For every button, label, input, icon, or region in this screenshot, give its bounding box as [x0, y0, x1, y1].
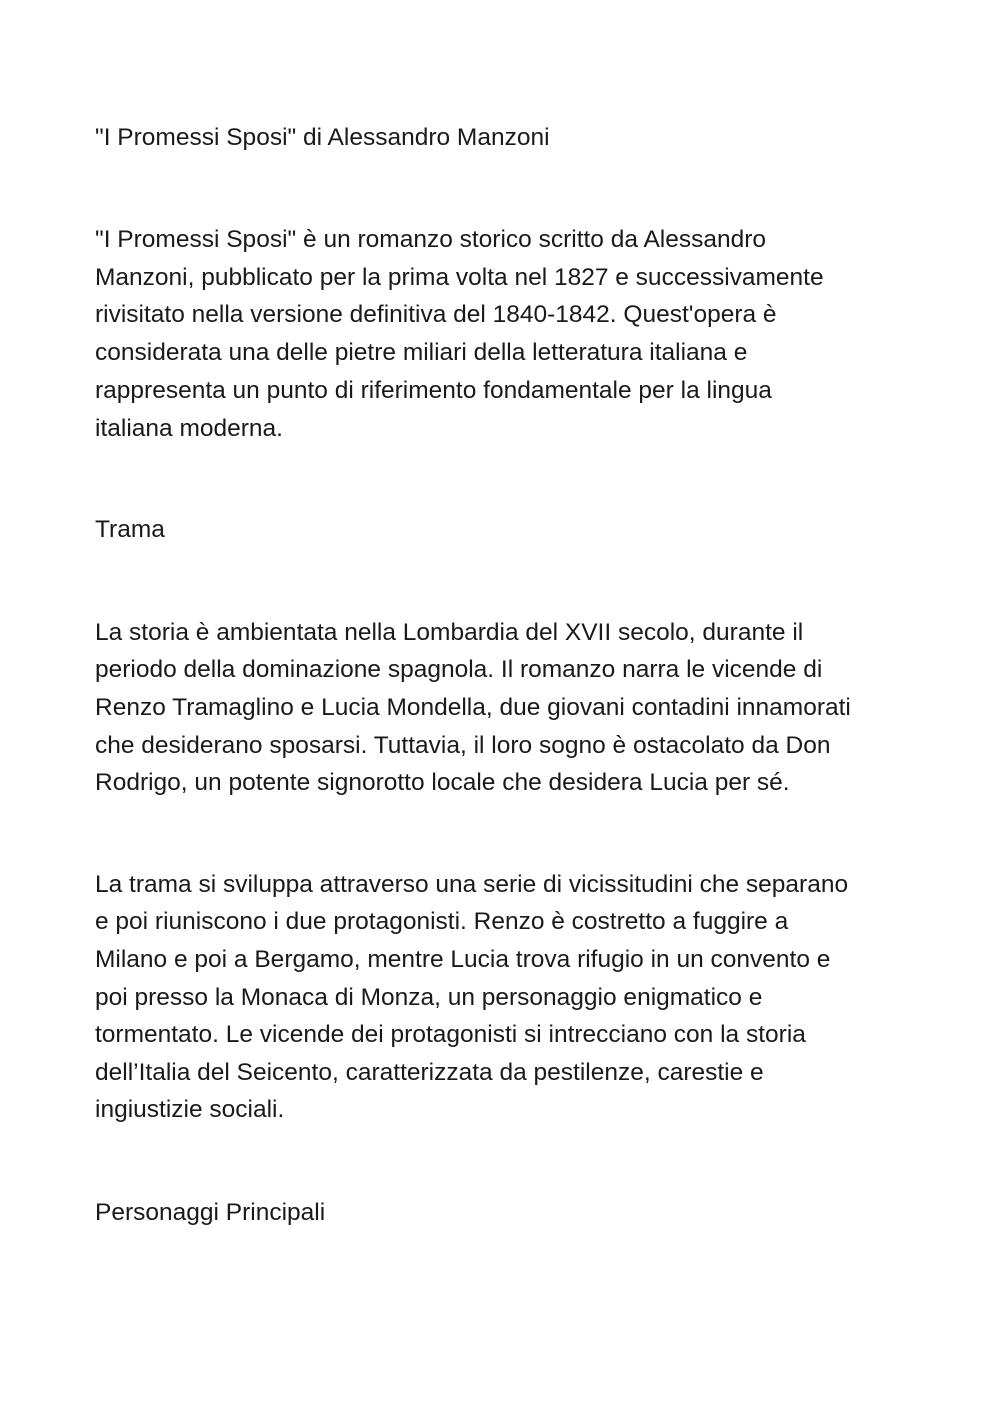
paragraph-line: "I Promessi Sposi" è un romanzo storico scritto da Alessandro — [95, 226, 767, 253]
section-heading-personaggi: Personaggi Principali — [95, 1199, 326, 1226]
paragraph-line: considerata una delle pietre miliari della letteratura italiana e — [95, 339, 748, 366]
paragraph-line: italiana moderna. — [95, 415, 283, 442]
paragraph-line: e poi riuniscono i due protagonisti. Renzo è costretto a fuggire a — [95, 908, 789, 935]
paragraph-line: periodo della dominazione spagnola. Il romanzo narra le vicende di — [95, 656, 823, 683]
paragraph-line: dell’Italia del Seicento, caratterizzata da pestilenze, carestie e — [95, 1059, 764, 1086]
paragraph-line: che desiderano sposarsi. Tuttavia, il loro sogno è ostacolato da Don — [95, 732, 831, 759]
paragraph-line: tormentato. Le vicende dei protagonisti si intrecciano con la storia — [95, 1021, 806, 1048]
paragraph-line: Rodrigo, un potente signorotto locale che desidera Lucia per sé. — [95, 769, 790, 796]
paragraph-line: ingiustizie sociali. — [95, 1096, 285, 1123]
paragraph-line: rappresenta un punto di riferimento fondamentale per la lingua — [95, 377, 772, 404]
section-heading-trama: Trama — [95, 516, 165, 543]
paragraph-line: La trama si sviluppa attraverso una serie di vicissitudini che separano — [95, 871, 849, 898]
paragraph-line: La storia è ambientata nella Lombardia del XVII secolo, durante il — [95, 619, 804, 646]
document-title: "I Promessi Sposi" di Alessandro Manzoni — [95, 124, 550, 151]
paragraph-line: Milano e poi a Bergamo, mentre Lucia trova rifugio in un convento e — [95, 946, 831, 973]
paragraph-line: Manzoni, pubblicato per la prima volta nel 1827 e successivamente — [95, 264, 824, 291]
paragraph-line: rivisitato nella versione definitiva del 1840-1842. Quest'opera è — [95, 301, 777, 328]
paragraph-line: Renzo Tramaglino e Lucia Mondella, due giovani contadini innamorati — [95, 694, 851, 721]
paragraph-line: poi presso la Monaca di Monza, un personaggio enigmatico e — [95, 984, 763, 1011]
